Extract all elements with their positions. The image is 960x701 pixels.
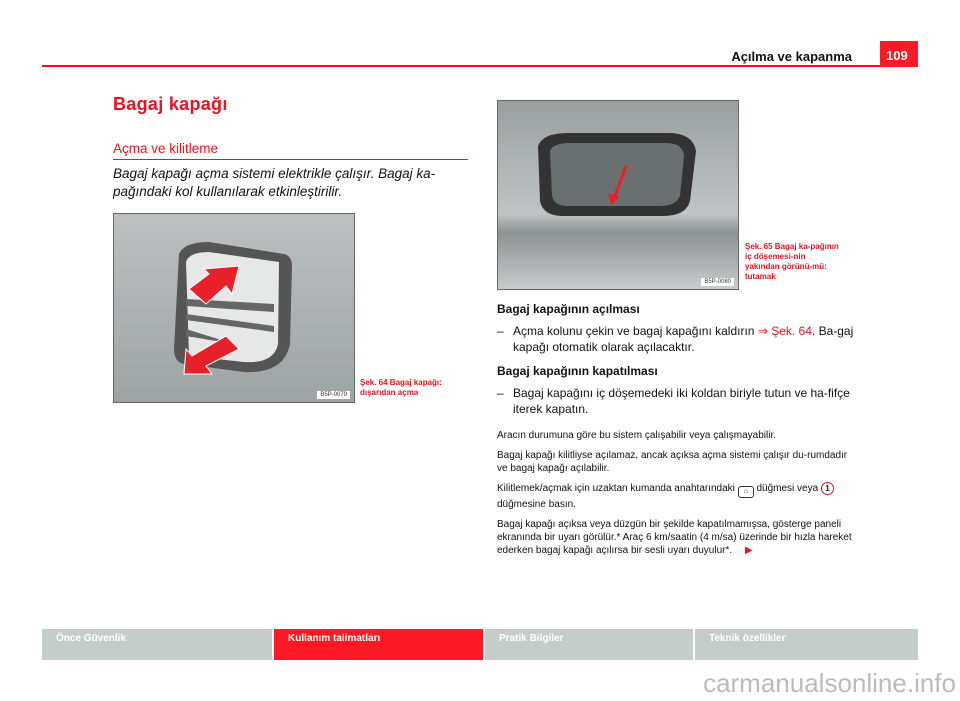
continue-arrow-icon: ▶ [744, 545, 753, 556]
opening-heading: Bagaj kapağının açılması [497, 302, 640, 316]
interior-handle-illustration [498, 101, 738, 289]
page-number: 109 [880, 41, 918, 67]
figure-64-image [113, 213, 355, 403]
tab-pratik-bilgiler[interactable]: Pratik Bilgiler [485, 629, 693, 660]
note: Bagaj kapağı kilitliyse açılamaz, ancak açıksa açma sistemi çalışır du-rumdadır ve bagaj kapağı açılabilir. [497, 450, 848, 474]
note-text: Kilitlemek/açmak için uzaktan kumanda anahtarındaki [497, 483, 738, 494]
figure-65-caption: Şek. 65 Bagaj ka-pağının iç döşemesi-nin yakından görünü-mü: tutamak [745, 242, 839, 281]
callout-number: 1 [821, 482, 834, 495]
step-text: . Ba-gaj kapağı otomatik olarak açılacaktır. [513, 324, 854, 354]
note-text: Bagaj kapağı açıksa veya düzgün bir şekilde kapatılmamışsa, gösterge paneli ekranında bir uyarı görülür.* Araç 6 km/saatin (4 m/sa) üzerinde bir hızla hareket ederken bagaj kapağı açılırsa bir sesli uyarı duyulur*. [497, 519, 852, 556]
note-text: düğmesi veya [753, 483, 821, 494]
subtitle: Açma ve kilitleme [113, 141, 468, 160]
page-title: Bagaj kapağı [113, 94, 228, 114]
header-rule [42, 65, 880, 67]
tailgate-key-icon: ⌂ [738, 486, 754, 498]
figure-code: B5P-0080 [701, 278, 734, 286]
tailgate-handle-illustration [114, 214, 354, 402]
note [497, 518, 857, 557]
closing-heading: Bagaj kapağının kapatılması [497, 364, 658, 378]
note-text: düğmesine basın. [497, 499, 576, 510]
main-column [497, 301, 857, 564]
tab-teknik-ozellikler[interactable]: Teknik özellikler [695, 629, 918, 660]
intro-text: Bagaj kapağı açma sistemi elektrikle çalışır. Bagaj ka-pağındaki kol kullanılarak etkinleştirilir. [113, 166, 436, 199]
step-text: Açma kolunu çekin ve bagaj kapağını kaldırın [513, 324, 758, 338]
figure-link[interactable]: ⇒ Şek. 64 [757, 324, 812, 338]
dash: – [497, 386, 504, 400]
step-text: Bagaj kapağını iç döşemedeki iki koldan biriyle tutun ve ha-fifçe iterek kapatın. [513, 386, 850, 416]
tab-once-guvenlik[interactable]: Önce Güvenlik [42, 629, 272, 660]
figure-64-caption: Şek. 64 Bagaj kapağı: dışarıdan açma [360, 378, 442, 397]
figure-65-image [497, 100, 739, 290]
note [497, 482, 857, 511]
dash: – [497, 324, 504, 338]
note: Aracın durumuna göre bu sistem çalışabilir veya çalışmayabilir. [497, 430, 777, 441]
opening-step [497, 323, 857, 355]
closing-step [497, 385, 857, 417]
section-title: Açılma ve kapanma [731, 49, 852, 64]
watermark: carmanualsonline.info [703, 668, 956, 698]
figure-code: B5P-0079 [317, 391, 350, 399]
tab-kullanim-talimatlari[interactable]: Kullanım talimatları [274, 629, 483, 660]
